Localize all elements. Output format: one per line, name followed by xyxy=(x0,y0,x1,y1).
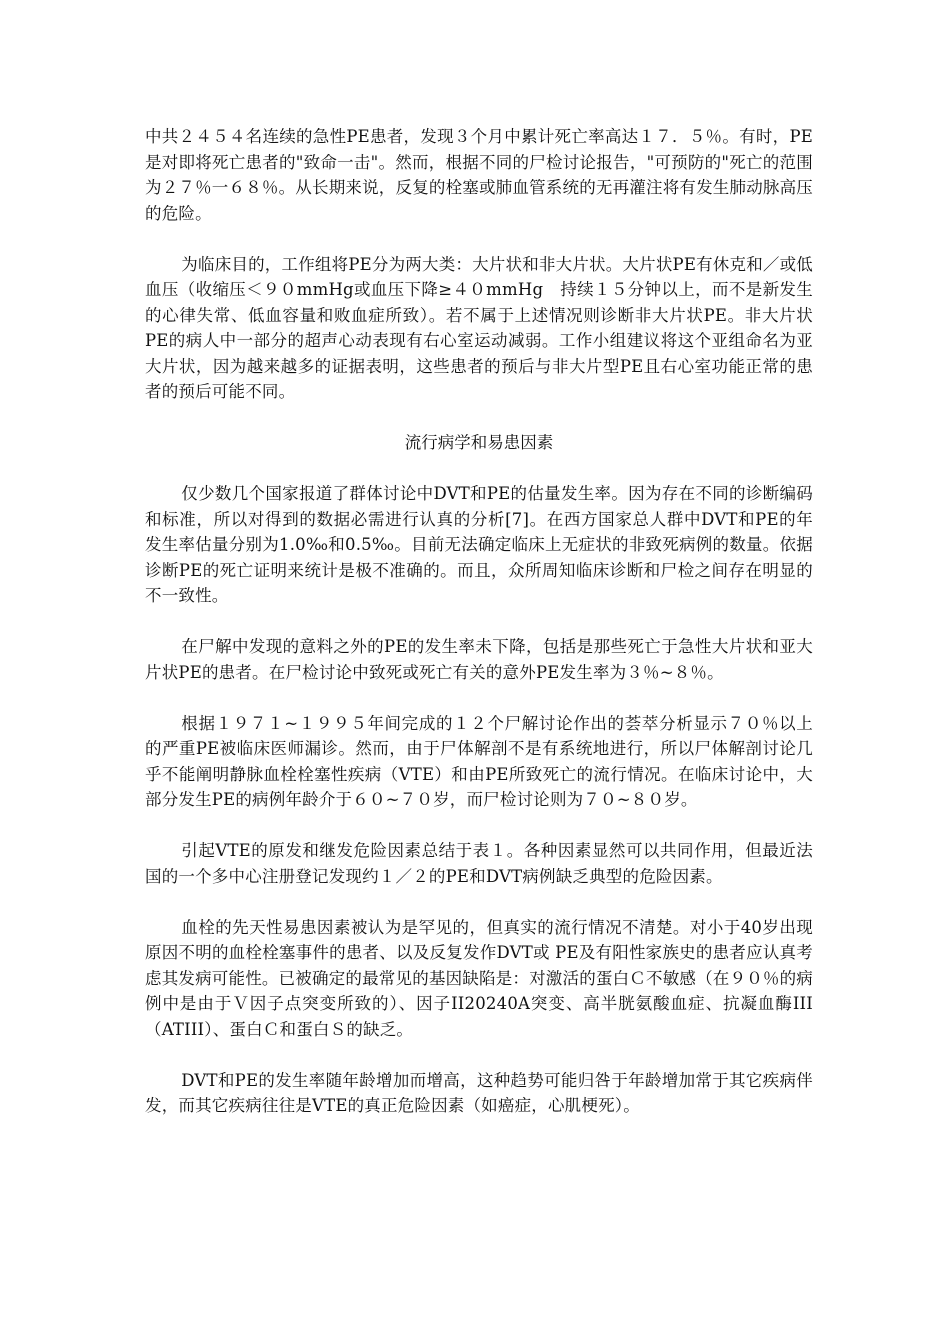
paragraph-classification: 为临床目的，工作组将PE分为两大类：大片状和非大片状。大片状PE有休克和／或低血压（收缩压＜９０mmHg或血压下降≥４０mmHg 持续１５分钟以上，而不是新发生的心律失常、低血容量和败血症所致）。若不属于上述情况则诊断非大片状PE。非大片状PE的病人中一部分的超声心动表现有右心室运动减弱。工作小组建议将这个亚组命名为亚大片状，因为越来越多的证据表明，这些患者的预后与非大片型PE且右心室功能正常的患者的预后可能不同。 xyxy=(145,254,813,401)
paragraph-congenital: 血栓的先天性易患因素被认为是罕见的，但真实的流行情况不清楚。对小于40岁出现原因不明的血栓栓塞事件的患者、以及反复发作DVT或 PE及有阳性家族史的患者应认真考虑其发病可能性。已被确定的最常见的基因缺陷是：对激活的蛋白Ｃ不敏感（在９０％的病例中是由于Ｖ因子点突变所致的）、因子II20240A突变、高半胱氨酸血症、抗凝血酶III（ATIII）、蛋白Ｃ和蛋白Ｓ的缺乏。 xyxy=(145,917,813,1039)
paragraph-incidence: 仅少数几个国家报道了群体讨论中DVT和PE的估量发生率。因为存在不同的诊断编码和标准，所以对得到的数据必需进行认真的分析[7]。在西方国家总人群中DVT和PE的年发生率估量分别为1.0‰和0.5‰。目前无法确定临床上无症状的非致死病例的数量。依据诊断PE的死亡证明来统计是极不准确的。而且，众所周知临床诊断和尸检之间存在明显的不一致性。 xyxy=(145,484,813,605)
document-page xyxy=(145,124,813,1144)
paragraph-mortality: 中共２４５４名连续的急性PE患者，发现３个月中累计死亡率高达１７．５％。有时，PE是对即将死亡患者的"致命一击"。然而，根据不同的尸检讨论报告，"可预防的"死亡的范围为２７％一６８％。从长期来说，反复的栓塞或肺血管系统的无再灌注将有发生肺动脉高压的危险。 xyxy=(145,127,813,223)
paragraph-age: DVT和PE的发生率随年龄增加而增高，这种趋势可能归咎于年龄增加常于其它疾病伴发，而其它疾病往往是VTE的真正危险因素（如癌症，心肌梗死）。 xyxy=(145,1070,813,1115)
paragraph-risk-factors: 引起VTE的原发和继发危险因素总结于表１。各种因素显然可以共同作用，但最近法国的一个多中心注册登记发现约１／２的PE和DVT病例缺乏典型的危险因素。 xyxy=(145,841,813,886)
paragraph-autopsy: 在尸解中发现的意料之外的PE的发生率未下降，包括是那些死亡于急性大片状和亚大片状PE的患者。在尸检讨论中致死或死亡有关的意外PE发生率为３％~８％。 xyxy=(145,637,813,682)
section-heading-epidemiology: 流行病学和易患因素 xyxy=(404,433,554,452)
paragraph-meta-analysis: 根据１９７１~１９９５年间完成的１２个尸解讨论作出的荟萃分析显示７０％以上的严重PE被临床医师漏诊。然而，由于尸体解剖不是有系统地进行，所以尸体解剖讨论几乎不能阐明静脉血栓栓塞性疾病（VTE）和由PE所致死亡的流行情况。在临床讨论中，大部分发生PE的病例年龄介于６０~７０岁，而尸检讨论则为７０~８０岁。 xyxy=(145,713,813,809)
